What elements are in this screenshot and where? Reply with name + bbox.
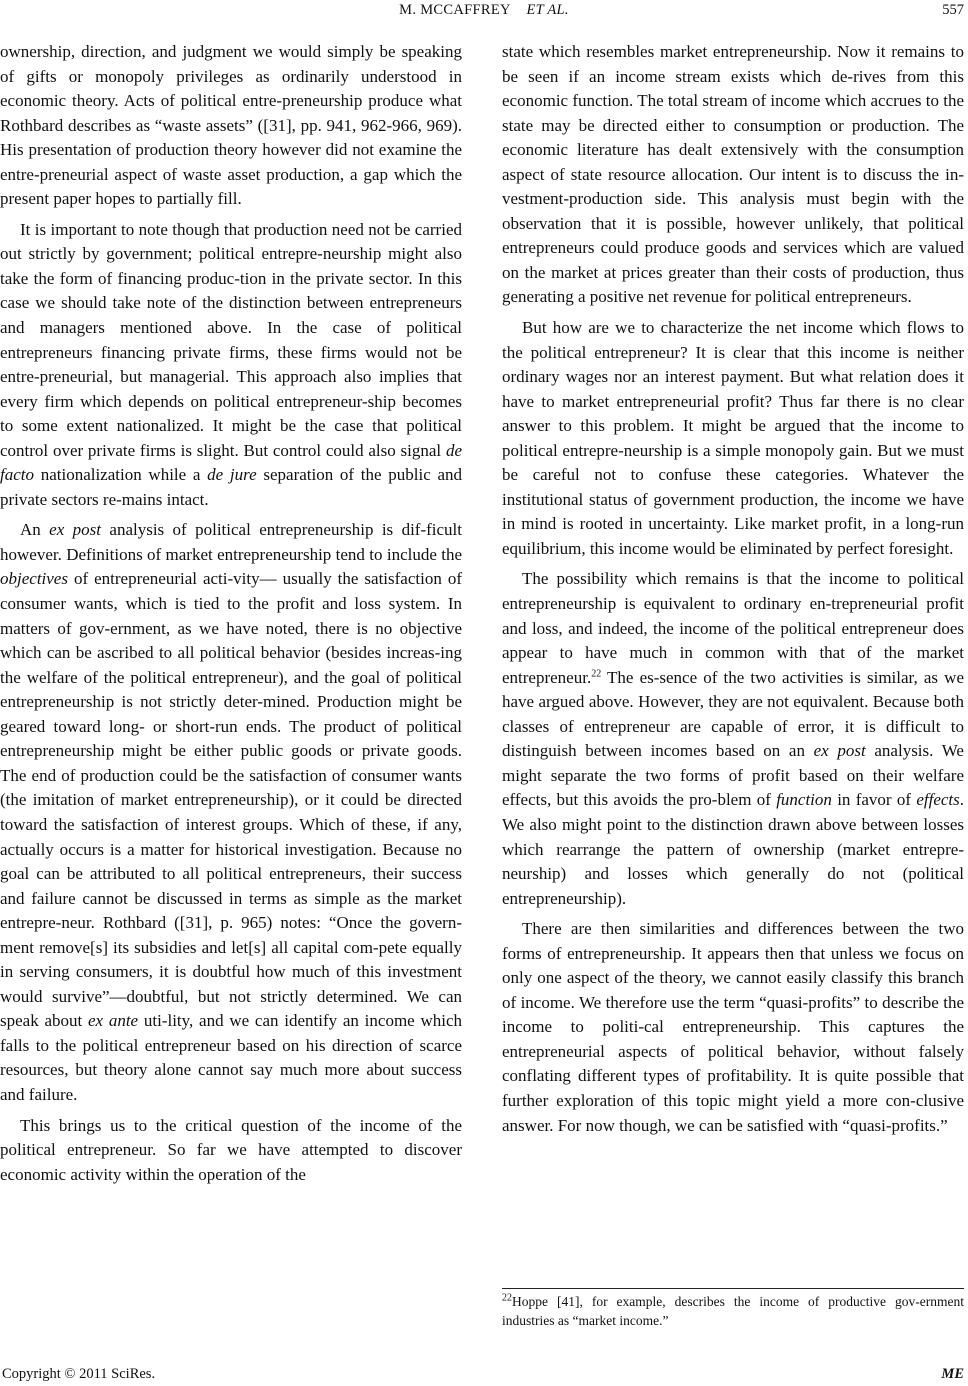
running-title <box>0 2 968 19</box>
footnote-ref[interactable]: 22 <box>591 668 602 680</box>
paragraph-text: analysis of political entrepreneurship is dif-ficult however. Definitions of market entrepreneurship tend to include the <box>0 520 462 564</box>
footnote <box>502 1292 964 1330</box>
footnote-text: Hoppe [41], for example, describes the income of productive gov-ernment industries as “market income.” <box>502 1294 964 1328</box>
footnote-divider <box>502 1288 964 1289</box>
paragraph <box>0 1114 462 1188</box>
paragraph-text: The es-sence of the two activities is similar, as we have argued above. However, they are not equivalent. Because both classes of entrepreneur are capable of error, it is difficult to distinguish between incomes based on an <box>502 667 964 761</box>
running-etal: ET AL. <box>526 2 569 18</box>
paragraph <box>502 567 964 911</box>
italic-term: de jure <box>207 465 257 485</box>
paragraph <box>0 218 462 513</box>
paragraph <box>0 40 462 212</box>
left-column <box>0 40 462 1187</box>
right-column <box>502 40 964 1138</box>
italic-term: ex ante <box>87 1011 139 1031</box>
running-header <box>0 2 968 24</box>
italic-term: de facto <box>0 440 462 485</box>
copyright: Copyright © 2011 SciRes. <box>2 1366 156 1382</box>
paragraph-text: An <box>20 520 50 540</box>
paragraph-text: of entrepreneurial acti-vity— usually the satisfaction of consumer wants, which is tied to the profit and loss system. In matters of gov-ernment, as we have noted, there is no objective which can be ascribed to all political behavior (besides increas-ing the welfare of the political entrepreneur), and the goal of political entrepreneurship is not strictly deter-mined. Production might be geared toward long- or short-run ends. The product of political entrepreneurship might be either public goods or private goods. The end of production could be the satisfaction of consumer wants (the imitation of market entrepreneurship), or it could be directed toward the satisfaction of interest groups. Which of these, if any, actually occurs is a matter for historical investigation. Because no goal can be attributed to all political entrepreneurs, their success and failure cannot be discussed in terms as simple as the market entrepre-neur. Rothbard ([31], p. 965) notes: “Once the govern-ment remove[s] its subsidies and let[s] all capital com-pete equally in serving consumers, it is doubtful how much of this investment would survive”—doubtful, but not strictly determined. We can speak about <box>0 569 462 1031</box>
page-number: 557 <box>942 2 964 18</box>
paragraph-text: state which resembles market entrepreneurship. Now it remains to be seen if an income stream exists which de-rives from this economic function. The total stream of income which accrues to the state may be directed either to consumption or production. The economic literature has dealt extensively with the consumption aspect of state resource allocation. Our intent is to discuss the in-vestment-production side. This analysis must begin with the observation that it is possible, however unlikely, that political entrepreneurs could produce goods and services which are valued on the market at prices greater than their costs of production, thus generating a positive net revenue for political entrepreneurs. <box>502 42 964 307</box>
paragraph-text: It is important to note though that production need not be carried out strictly by government; political entrepre-neurship might also take the form of financing produc-tion in the private sector. In this case we should take note of the distinction between entrepreneurs and managers mentioned above. In the case of political entrepreneurs financing private firms, these firms would not be entre-preneurial, but managerial. This approach also implies that every firm which depends on political entrepreneur-ship becomes to some extent nationalized. It might be the case that political control over private firms is slight. But control could also signal <box>0 219 462 460</box>
paragraph <box>502 316 964 561</box>
paragraph-text: . We also might point to the distinction drawn above between losses which rearrange the pattern of ownership (market entrepre-neurship) and losses which generally do not (political entrepreneurship). <box>502 790 964 908</box>
paragraph <box>502 917 964 1138</box>
running-author: M. MCCAFFREY <box>399 2 511 18</box>
italic-term: effects <box>916 790 960 810</box>
paragraph-text: in favor of <box>831 790 917 810</box>
paragraph-text: uti-lity, and we can identify an income which falls to the political entrepreneur based on his direction of scarce resources, but theory alone cannot say much more about success and failure. <box>0 1011 463 1104</box>
italic-term: function <box>776 790 832 810</box>
italic-term: ex post <box>813 741 866 761</box>
paragraph <box>502 40 964 310</box>
paragraph-text: nationalization while a <box>34 465 208 485</box>
footnote-marker: 22 <box>502 1292 512 1304</box>
paragraph-text: There are then similarities and differences between the two forms of entrepreneurship. It appears then that unless we focus on only one aspect of the theory, we cannot easily classify this branch of income. We therefore use the term “quasi-profits” to describe the income to politi-cal entrepreneurship. This captures the entrepreneurial aspects of political behavior, without falsely conflating different types of profitability. It is quite possible that further exploration of this topic might yield a more con-clusive answer. For now though, we can be satisfied with “quasi-profits.” <box>502 919 964 1135</box>
paragraph-text: separation of the public and private sectors re-mains intact. <box>0 465 463 509</box>
page-footer <box>0 1366 968 1386</box>
italic-term: objectives <box>0 569 68 589</box>
paragraph <box>0 518 462 1107</box>
paragraph-text: ownership, direction, and judgment we would simply be speaking of gifts or monopoly privileges as ordinarily understood in economic theory. Acts of political entre-preneurship produce what Rothbard describes as “waste assets” ([31], pp. 941, 962-966, 969). His presentation of production theory however did not examine the entre-preneurial aspect of waste asset production, a gap which the present paper hopes to partially fill. <box>0 42 462 209</box>
journal-abbrev: ME <box>941 1366 964 1382</box>
italic-term: ex post <box>49 520 101 540</box>
paragraph-text: But how are we to characterize the net income which flows to the political entrepreneur? It is clear that this income is neither ordinary wages nor an interest payment. But what relation does it have to market entrepreneurial profit? Thus far there is no clear answer to this problem. It might be argued that the income to political entrepre-neurship is a simple monopoly gain. But we must be careful not to confuse these categories. Whatever the institutional status of government production, the income we have in mind is rooted in uncertainty. Like market profit, in a long-run equilibrium, this income would be eliminated by perfect foresight. <box>502 318 964 558</box>
paragraph-text: The possibility which remains is that the income to political entrepreneurship is equivalent to ordinary en-trepreneurial profit and loss, and indeed, the income of the political entrepreneur does appear to have much in common with that of the market entrepreneur. <box>502 569 964 687</box>
paragraph-text: This brings us to the critical question of the income of the political entrepreneur. So far we have attempted to discover economic activity within the operation of the <box>0 1115 462 1184</box>
paragraph-text: analysis. We might separate the two forms of profit based on their welfare effects, but this avoids the pro-blem of <box>502 741 964 810</box>
